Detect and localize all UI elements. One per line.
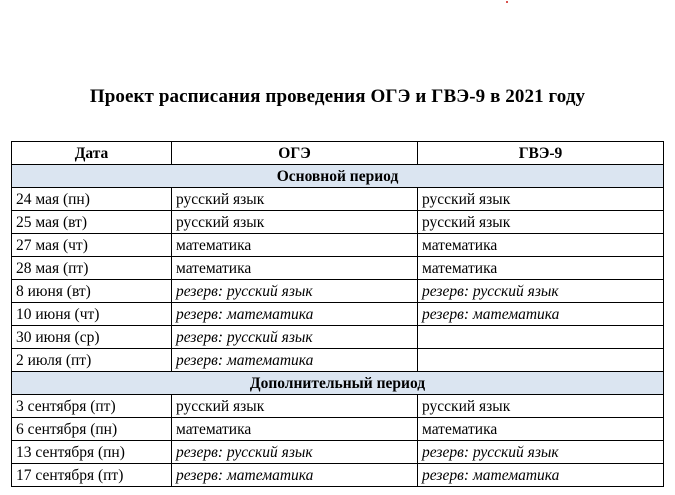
gve-cell: резерв: русский язык [418, 441, 664, 464]
gve-cell: резерв: математика [418, 303, 664, 326]
table-row [12, 257, 664, 280]
schedule-body [12, 165, 664, 487]
gve-cell [418, 326, 664, 349]
period-title: Основной период [12, 165, 664, 188]
header-oge: ОГЭ [172, 142, 418, 165]
date-cell: 13 сентября (пн) [12, 441, 172, 464]
oge-cell: резерв: русский язык [172, 326, 418, 349]
date-cell: 27 мая (чт) [12, 234, 172, 257]
oge-cell: резерв: математика [172, 349, 418, 372]
period-row [12, 372, 664, 395]
date-cell: 24 мая (пн) [12, 188, 172, 211]
date-cell: 28 мая (пт) [12, 257, 172, 280]
table-row [12, 211, 664, 234]
gve-cell [418, 349, 664, 372]
gve-cell: математика [418, 418, 664, 441]
date-cell: 25 мая (вт) [12, 211, 172, 234]
gve-cell: русский язык [418, 211, 664, 234]
oge-cell: русский язык [172, 395, 418, 418]
period-row [12, 165, 664, 188]
oge-cell: русский язык [172, 188, 418, 211]
table-row [12, 395, 664, 418]
header-row [12, 142, 664, 165]
gve-cell: математика [418, 257, 664, 280]
date-cell: 17 сентября (пт) [12, 464, 172, 487]
header-date: Дата [12, 142, 172, 165]
table-row [12, 418, 664, 441]
table-row [12, 303, 664, 326]
header-gve: ГВЭ-9 [418, 142, 664, 165]
date-cell: 30 июня (ср) [12, 326, 172, 349]
table-row [12, 464, 664, 487]
oge-cell: резерв: русский язык [172, 280, 418, 303]
decorative-dot [506, 1, 508, 3]
gve-cell: резерв: русский язык [418, 280, 664, 303]
gve-cell: русский язык [418, 188, 664, 211]
table-row [12, 234, 664, 257]
gve-cell: резерв: математика [418, 464, 664, 487]
gve-cell: русский язык [418, 395, 664, 418]
table-row [12, 188, 664, 211]
page-title: Проект расписания проведения ОГЭ и ГВЭ-9 в 2021 году [89, 86, 586, 107]
oge-cell: резерв: математика [172, 464, 418, 487]
table-row [12, 326, 664, 349]
oge-cell: математика [172, 257, 418, 280]
table-row [12, 441, 664, 464]
schedule-table [11, 141, 664, 487]
oge-cell: математика [172, 234, 418, 257]
table-row [12, 280, 664, 303]
oge-cell: математика [172, 418, 418, 441]
oge-cell: резерв: русский язык [172, 441, 418, 464]
oge-cell: резерв: математика [172, 303, 418, 326]
oge-cell: русский язык [172, 211, 418, 234]
date-cell: 6 сентября (пн) [12, 418, 172, 441]
period-title: Дополнительный период [12, 372, 664, 395]
date-cell: 3 сентября (пт) [12, 395, 172, 418]
date-cell: 10 июня (чт) [12, 303, 172, 326]
table-row [12, 349, 664, 372]
date-cell: 8 июня (вт) [12, 280, 172, 303]
gve-cell: математика [418, 234, 664, 257]
date-cell: 2 июля (пт) [12, 349, 172, 372]
